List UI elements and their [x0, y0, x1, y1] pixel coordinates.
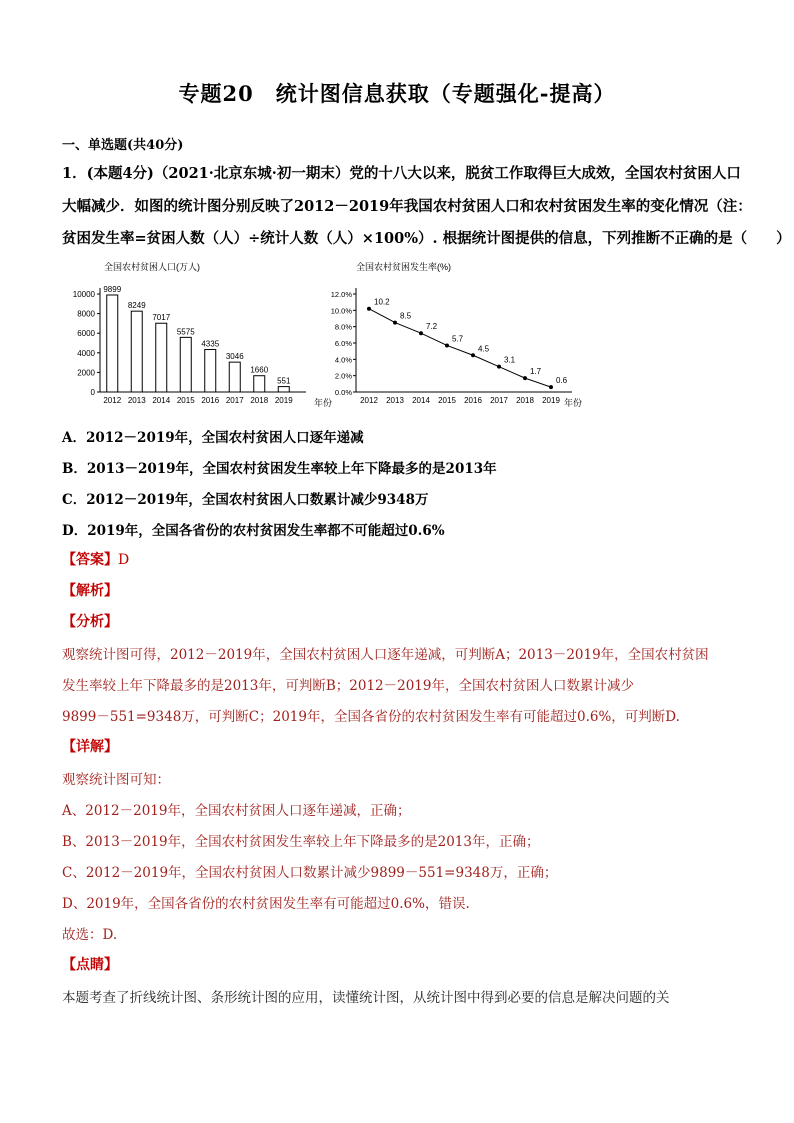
line-y-tick-label: 2.0% [334, 371, 352, 381]
bar-x-tick-label: 2012 [103, 396, 122, 405]
line-point [549, 385, 553, 389]
bar-y-tick-label: 10000 [72, 290, 95, 299]
analysis-label: 【解析】 [62, 583, 118, 599]
line-x-tick-label: 2014 [412, 396, 430, 405]
option-b: B．2013－2019年，全国农村贫困发生率较上年下降最多的是2013年 [62, 461, 497, 477]
bar-data-label: 8249 [127, 301, 146, 311]
bar-x-tick-label: 2015 [176, 396, 195, 405]
bar-x-tick-label: 2017 [225, 396, 244, 405]
bar [278, 387, 289, 392]
fenxi-line-3: 9899－551=9348万，可判断C；2019年，全国各省份的农村贫困发生率有可能超过0.6%，可判断D. [62, 709, 680, 725]
fenxi-line-1: 观察统计图可得，2012－2019年，全国农村贫困人口逐年递减，可判断A；2013－2019年，全国农村贫困 [62, 647, 709, 663]
bar [107, 295, 118, 392]
bar-y-tick-label: 8000 [77, 309, 95, 319]
bar [131, 311, 142, 392]
question-line-2: 大幅减少．如图的统计图分别反映了2012－2019年我国农村贫困人口和农村贫困发生率的变化情况（注： [62, 198, 752, 215]
xiangjie-intro: 观察统计图可知： [62, 772, 170, 788]
bar-chart-title: 全国农村贫困人口(万人) [104, 262, 200, 272]
line-data-label: 8.5 [400, 311, 412, 321]
line-y-tick-label: 0.0% [334, 388, 352, 397]
xiangjie-d: D、2019年，全国各省份的农村贫困发生率有可能超过0.6%，错误. [62, 896, 470, 912]
line-data-label: 4.5 [478, 344, 490, 354]
line-y-tick-label: 12.0% [330, 290, 352, 299]
bar-data-label: 4335 [201, 339, 220, 349]
line-point [419, 331, 423, 335]
bar-y-tick-label: 2000 [77, 368, 95, 378]
option-a: A．2012－2019年，全国农村贫困人口逐年递减 [62, 430, 364, 446]
bar-data-label: 5575 [176, 327, 195, 337]
bar-y-tick-label: 4000 [77, 348, 95, 358]
line-x-tick-label: 2015 [438, 396, 456, 405]
answer-value: D [118, 552, 130, 568]
bar-y-tick-label: 6000 [77, 329, 95, 339]
bar [205, 350, 216, 392]
dianjing-label: 【点睛】 [62, 957, 118, 973]
question-line-3: 贫困发生率=贫困人数（人）÷统计人数（人）×100%）. 根据统计图提供的信息，下列推断不正确的是（ ） [62, 230, 791, 247]
answer-block [62, 549, 129, 569]
bar [229, 362, 240, 392]
bar-data-label: 7017 [152, 313, 171, 323]
line-point [523, 376, 527, 380]
bar [156, 323, 167, 392]
xiangjie-a: A、2012－2019年，全国农村贫困人口逐年递减，正确； [62, 803, 411, 819]
xiangjie-c: C、2012－2019年，全国农村贫困人口数累计减少9899－551=9348万，正确； [62, 865, 558, 881]
bar-data-label: 1660 [250, 365, 269, 375]
bar-x-tick-label: 2013 [127, 396, 146, 405]
bar-data-label: 551 [277, 376, 291, 386]
answer-label: 【答案】 [62, 552, 118, 568]
option-c: C．2012－2019年，全国农村贫困人口数累计减少9348万 [62, 492, 429, 508]
bar-y-tick-label: 0 [90, 388, 95, 397]
line-data-label: 3.1 [504, 355, 516, 365]
line-x-tick-label: 2018 [516, 396, 534, 405]
dianjing-text: 本题考查了折线统计图、条形统计图的应用，读懂统计图，从统计图中得到必要的信息是解决问题的关 [62, 990, 670, 1006]
line-chart-svg [326, 256, 594, 412]
xiangjie-b: B、2013－2019年，全国农村贫困发生率较上年下降最多的是2013年，正确； [62, 834, 540, 850]
line-data-label: 7.2 [426, 322, 438, 332]
line-x-tick-label: 2013 [386, 396, 404, 405]
line-series [369, 309, 551, 387]
section-heading: 一、单选题(共40分) [62, 138, 184, 153]
line-x-tick-label: 2017 [490, 396, 508, 405]
bar-chart-xlabel: 年份 [314, 398, 332, 408]
line-y-tick-label: 10.0% [330, 306, 352, 316]
question-line-1: 1．(本题4分)（2021·北京东城·初一期末）党的十八大以来，脱贫工作取得巨大成效，全国农村贫困人口 [62, 165, 741, 182]
bar-x-tick-label: 2018 [250, 396, 269, 405]
bar-data-label: 3046 [225, 352, 244, 362]
line-chart-title: 全国农村贫困发生率(%) [356, 262, 451, 272]
line-data-label: 0.6 [556, 376, 568, 386]
line-point [445, 343, 449, 347]
bar-x-tick-label: 2016 [201, 396, 220, 405]
bar-chart-svg [62, 256, 332, 412]
line-y-tick-label: 4.0% [334, 355, 352, 365]
line-data-label: 5.7 [452, 334, 464, 344]
line-point [497, 365, 501, 369]
fenxi-label: 【分析】 [62, 614, 118, 630]
line-data-label: 10.2 [374, 297, 390, 307]
bar-x-tick-label: 2019 [274, 396, 293, 405]
line-chart-xlabel: 年份 [564, 398, 583, 408]
option-d: D．2019年，全国各省份的农村贫困发生率都不可能超过0.6% [62, 523, 445, 539]
line-data-label: 1.7 [530, 367, 542, 377]
line-point [393, 321, 397, 325]
line-y-tick-label: 8.0% [334, 322, 352, 332]
line-y-tick-label: 6.0% [334, 339, 352, 348]
xiangjie-label: 【详解】 [62, 739, 118, 755]
fenxi-line-2: 发生率较上年下降最多的是2013年，可判断B；2012－2019年，全国农村贫困人口数累计减少 [62, 678, 634, 694]
xiangjie-choose: 故选：D. [62, 927, 118, 943]
bar-data-label: 9899 [103, 284, 122, 294]
bar-chart [62, 256, 332, 412]
line-x-tick-label: 2012 [360, 396, 378, 405]
page-title: 专题20 统计图信息获取（专题强化-提高） [178, 81, 616, 106]
bar [180, 337, 191, 392]
line-point [367, 307, 371, 311]
bar [254, 376, 265, 392]
line-point [471, 353, 475, 357]
bar-x-tick-label: 2014 [152, 396, 171, 405]
line-x-tick-label: 2019 [542, 396, 560, 405]
line-chart [326, 256, 594, 412]
line-x-tick-label: 2016 [464, 396, 482, 405]
